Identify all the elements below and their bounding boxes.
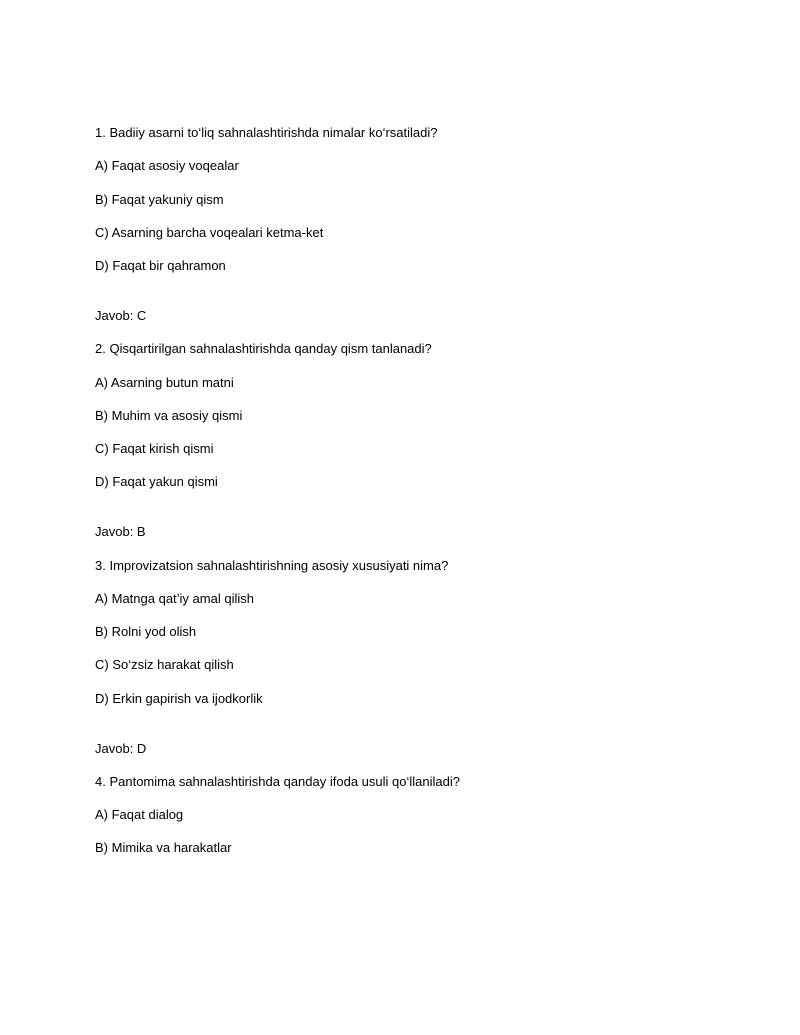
question-4-option-a: A) Faqat dialog xyxy=(95,807,184,822)
question-1-answer: Javob: C xyxy=(95,308,147,323)
question-3-text: 3. Improvizatsion sahnalashtirishning asosiy xususiyati nima? xyxy=(95,557,449,573)
document-body xyxy=(95,124,715,873)
question-2-option-a: A) Asarning butun matni xyxy=(95,374,234,390)
question-1-option-c: C) Asarning barcha voqealari ketma-ket xyxy=(95,224,324,240)
question-3-option-d: D) Erkin gapirish va ijodkorlik xyxy=(95,690,263,706)
question-2-answer: Javob: B xyxy=(95,524,146,540)
question-4-text: 4. Pantomima sahnalashtirishda qanday ifoda usuli qo‘llaniladi? xyxy=(95,773,460,789)
question-3-option-b: B) Rolni yod olish xyxy=(95,624,197,639)
question-4-option-b: B) Mimika va harakatlar xyxy=(95,840,232,856)
question-2-option-c: C) Faqat kirish qismi xyxy=(95,441,214,456)
question-2-option-b: B) Muhim va asosiy qismi xyxy=(95,407,243,423)
question-3-answer: Javob: D xyxy=(95,740,147,756)
question-2-option-d: D) Faqat yakun qismi xyxy=(95,474,218,490)
question-1-option-d: D) Faqat bir qahramon xyxy=(95,258,226,273)
question-1-text: 1. Badiiy asarni to‘liq sahnalashtirishda nimalar ko‘rsatiladi? xyxy=(95,125,438,140)
question-1-option-b: B) Faqat yakuniy qism xyxy=(95,191,224,207)
question-3-option-c: C) So‘zsiz harakat qilish xyxy=(95,657,234,673)
question-1-option-a: A) Faqat asosiy voqealar xyxy=(95,158,239,174)
question-2-text: 2. Qisqartirilgan sahnalashtirishda qanday qism tanlanadi? xyxy=(95,341,432,357)
question-3-option-a: A) Matnga qat’iy amal qilish xyxy=(95,590,254,606)
